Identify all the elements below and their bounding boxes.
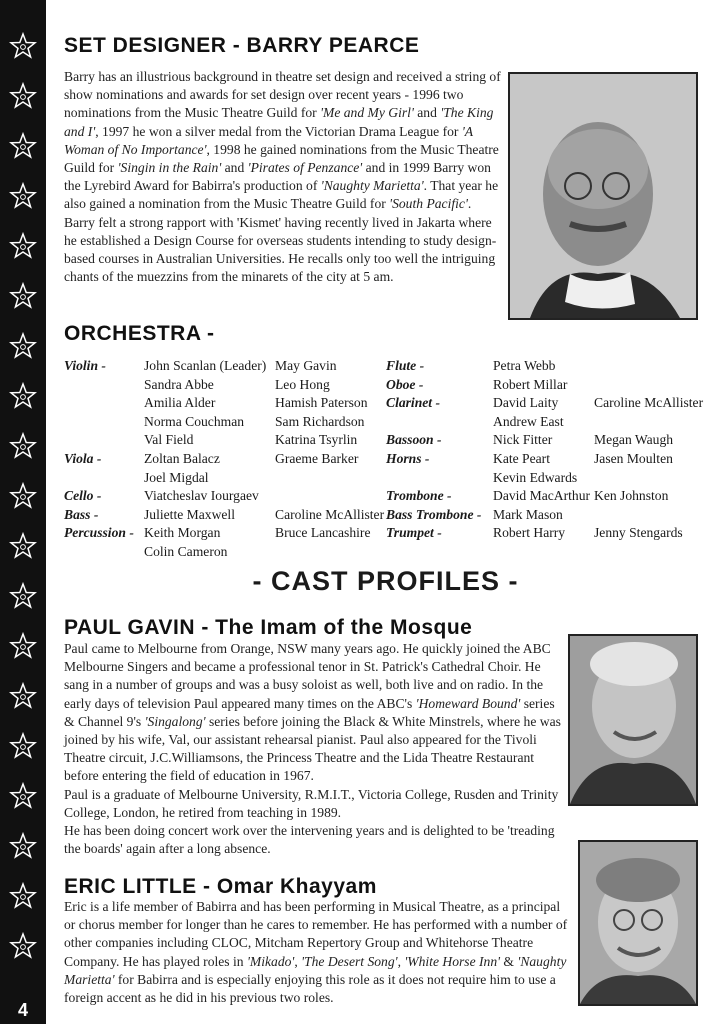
section-label: Bass Trombone -	[386, 506, 482, 522]
portrait-image	[510, 74, 696, 318]
player-name: Kevin Edwards	[493, 469, 578, 485]
section-label: Trombone -	[386, 488, 452, 504]
star-icon	[9, 432, 37, 460]
player-name: Jenny Stengards	[594, 525, 683, 541]
section-label: Horns -	[386, 451, 430, 466]
player-name: Joel Migdal	[144, 469, 209, 485]
star-icon	[9, 232, 37, 260]
paragraph: Paul came to Melbourne from Orange, NSW many years ago. He quickly joined the ABC Melbourne Singers and became a professional tenor in St. Patrick's Cathedral Choir. He sang in a number of groups and was a busy soloist as well, both live and on radio. In the early days of television Paul appeared many times on the ABC's 'Homeward Bound' series & Channel 9's 'Singalong' series before joining the Black & White Minstrels, where he was joined by his wife, Val, our assistant rehearsal pianist. Paul also appeared for the Tivoli Theatre circuit, J.C.Williamsons, the Princess Theatre and the Lida Theatre Restaurant before entering the field of education in 1967.	[64, 641, 561, 784]
eric-little-bio	[64, 898, 574, 1007]
star-icon	[9, 482, 37, 510]
star-icon	[9, 782, 37, 810]
player-name: Kate Peart	[493, 451, 550, 466]
cast-profiles-title: - CAST PROFILES -	[252, 566, 519, 596]
paul-gavin-photo	[568, 634, 698, 806]
star-icon	[9, 882, 37, 910]
player-name: Sandra Abbe	[144, 376, 214, 392]
player-name: David MacArthur	[493, 488, 591, 504]
player-name: Graeme Barker	[275, 451, 359, 466]
player-name: May Gavin	[275, 358, 337, 373]
player-name: Colin Cameron	[144, 544, 228, 559]
star-icon	[9, 82, 37, 110]
section-label: Bassoon -	[386, 432, 442, 448]
player-name: Robert Harry	[493, 525, 566, 541]
player-name: Caroline McAllister	[594, 395, 704, 411]
player-name: Viatcheslav Iourgaev	[144, 488, 259, 504]
paul-gavin-heading: PAUL GAVIN - The Imam of the Mosque	[64, 616, 473, 639]
star-icon	[9, 182, 37, 210]
page-number: 4	[17, 1000, 28, 1020]
paul-gavin-bio	[64, 640, 564, 858]
paragraph: Eric is a life member of Babirra and has been performing in Musical Theatre, as a principal or chorus member for longer than he cares to remember. He has performed with a number of other companies including CLOC, Mitcham Repertory Group and Whitehorse Theatre Company. He has played roles in 'Mikado', 'The Desert Song', 'White Horse Inn' & 'Naughty Marietta' for Babirra and is especially enjoying this role as it does not require him to use a foreign accent as he did in his previous two roles.	[64, 899, 568, 1006]
section-label: Percussion -	[64, 525, 134, 541]
player-name: David Laity	[493, 395, 559, 411]
star-icon	[9, 132, 37, 160]
player-name: Sam Richardson	[275, 413, 365, 429]
paragraph: Barry felt a strong rapport with 'Kismet' having recently lived in Jakarta where he established a Design Course for overseas students intending to study design-based courses in Australian Universities. He recalls only too well the intriguing chants of the muezzins from the minarets of the city at 5 am.	[64, 214, 497, 285]
star-icon	[9, 932, 37, 960]
player-name: Katrina Tsyrlin	[275, 432, 358, 448]
player-name: Mark Mason	[493, 506, 563, 522]
star-icon	[9, 832, 37, 860]
paragraph: He has been doing concert work over the intervening years and is delighted to be 'treading the boards' again after a long absence.	[64, 823, 555, 857]
player-name: Amilia Alder	[144, 395, 216, 411]
player-name: Ken Johnston	[594, 488, 669, 504]
star-icon	[9, 682, 37, 710]
player-name: Megan Waugh	[594, 432, 674, 448]
section-label: Flute -	[386, 358, 425, 373]
paragraph: Barry has an illustrious background in theatre set design and received a string of show nominations and awards for set design over recent years - 1996 two nominations from the Music Theatre Guild for 'Me and My Girl' and 'The King and I', 1997 he won a silver medal from the Victorian Drama League for 'A Woman of No Importance', 1998 he gained nominations from the Music Theatre Guild for 'Singin in the Rain' and 'Pirates of Penzance' and in 1999 Barry won the Lyrebird Award for Babirra's production of 'Naughty Marietta'. That year he also gained a nomination from the Music Theatre Guild for 'South Pacific'.	[64, 69, 501, 212]
section-label: Bass -	[64, 506, 99, 522]
player-name: Norma Couchman	[144, 413, 245, 429]
player-name: Andrew East	[493, 413, 564, 429]
star-icon	[9, 632, 37, 660]
player-name: John Scanlan (Leader)	[144, 358, 267, 373]
eric-little-heading: ERIC LITTLE - Omar Khayyam	[64, 875, 377, 898]
section-label: Violin -	[64, 358, 106, 373]
star-strip	[0, 0, 46, 1024]
player-name: Robert Millar	[493, 376, 568, 392]
section-label: Trumpet -	[386, 525, 442, 541]
player-name: Juliette Maxwell	[144, 506, 235, 522]
star-icon	[9, 332, 37, 360]
player-name: Zoltan Balacz	[144, 451, 220, 466]
set-designer-heading: SET DESIGNER - BARRY PEARCE	[64, 34, 420, 57]
star-icon	[9, 732, 37, 760]
player-name: Keith Morgan	[144, 525, 221, 541]
player-name: Jasen Moulten	[594, 451, 673, 466]
player-name: Petra Webb	[493, 358, 556, 373]
portrait-image	[580, 842, 696, 1004]
section-label: Cello -	[64, 488, 102, 504]
player-name: Leo Hong	[275, 376, 330, 392]
player-name: Bruce Lancashire	[275, 525, 371, 541]
section-label: Clarinet -	[386, 395, 441, 411]
portrait-image	[570, 636, 696, 804]
player-name: Hamish Paterson	[275, 395, 368, 411]
eric-little-photo	[578, 840, 698, 1006]
star-icon	[9, 532, 37, 560]
barry-pearce-photo	[508, 72, 698, 320]
star-icon	[9, 32, 37, 60]
section-label: Oboe -	[386, 376, 424, 392]
player-name: Nick Fitter	[493, 432, 553, 448]
section-label: Viola -	[64, 451, 102, 466]
player-name: Caroline McAllister	[275, 506, 385, 522]
star-icon	[9, 382, 37, 410]
orchestra-heading: ORCHESTRA -	[64, 322, 215, 345]
set-designer-bio	[64, 68, 504, 286]
player-name: Val Field	[144, 432, 194, 448]
paragraph: Paul is a graduate of Melbourne University, R.M.I.T., Victoria College, Rusden and Trinity College, London, he retired from teaching in 1989.	[64, 786, 559, 820]
star-icon	[9, 282, 37, 310]
